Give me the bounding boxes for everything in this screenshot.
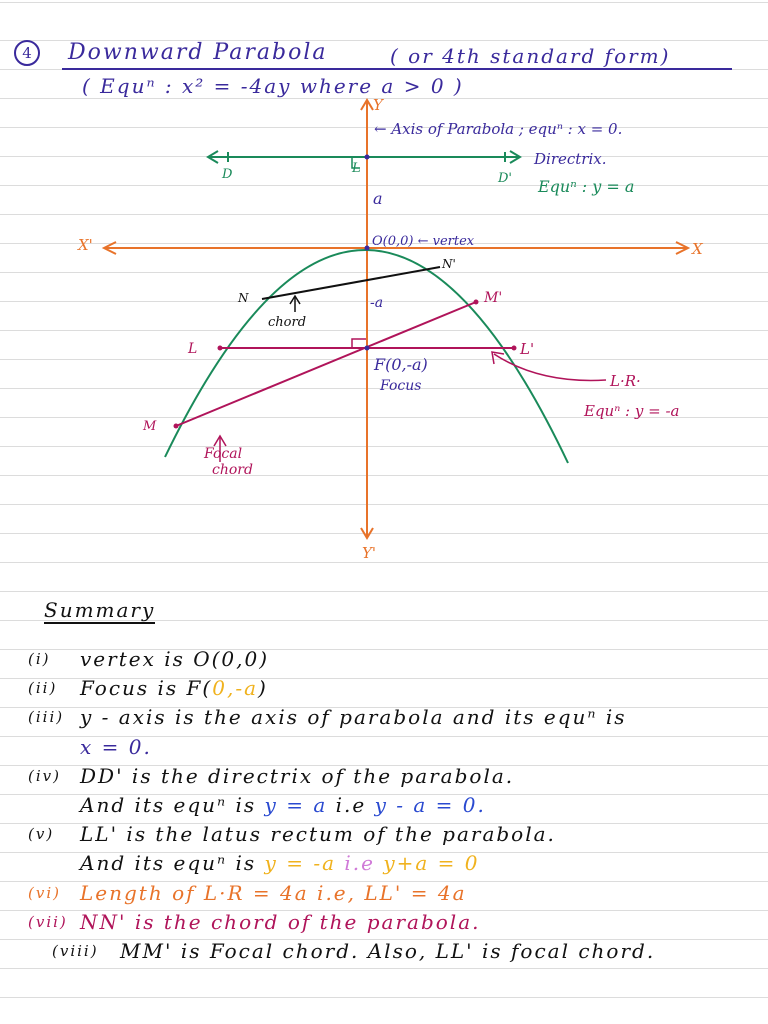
a-label: a bbox=[373, 189, 383, 208]
section-number: 4 bbox=[14, 40, 40, 66]
chord-label: chord bbox=[268, 315, 307, 330]
summary-item bbox=[80, 676, 268, 700]
summary-item-text: DD' is the directrix of the parabola. bbox=[80, 763, 515, 788]
l-right-label: L' bbox=[520, 340, 535, 358]
n-prime-label: N' bbox=[442, 257, 456, 271]
summary-item-text: i.e bbox=[336, 851, 384, 876]
y-axis-label: Y bbox=[373, 96, 383, 114]
summary-item bbox=[80, 881, 467, 905]
n-label: N bbox=[238, 291, 249, 305]
focus-point bbox=[365, 346, 370, 351]
x-prime-label: X' bbox=[78, 236, 93, 254]
focal-chord-label-2: chord bbox=[212, 462, 253, 478]
summary-item-text: Length of L·R = 4a i.e, LL' = 4a bbox=[80, 880, 467, 905]
summary-item-number: (v) bbox=[28, 825, 55, 844]
summary-item-text: NN' is the chord of the parabola. bbox=[80, 909, 481, 934]
summary-item-number: (iv) bbox=[28, 766, 61, 785]
summary-item-number: (iii) bbox=[28, 708, 65, 727]
summary-item bbox=[80, 647, 269, 671]
directrix-foot-point bbox=[365, 155, 370, 160]
summary-item-number: (ii) bbox=[28, 679, 58, 698]
summary-item-text: y - axis is the axis of parabola and its equⁿ is bbox=[80, 705, 627, 730]
parabola-equation: ( Equⁿ : x² = -4ay where a > 0 ) bbox=[82, 74, 464, 98]
point-l-prime bbox=[512, 346, 517, 351]
summary-item-number: (vii) bbox=[28, 912, 68, 931]
summary-item bbox=[80, 793, 486, 817]
summary-item-text: y = -a bbox=[264, 851, 336, 876]
point-m bbox=[174, 424, 179, 429]
summary-item-text: 0,-a bbox=[212, 676, 258, 701]
y-prime-label: Y' bbox=[362, 544, 377, 562]
directrix-label: Directrix. bbox=[534, 150, 607, 168]
l-left-label: L bbox=[188, 341, 198, 357]
summary-item-text: MM' is Focal chord. Also, LL' is focal chord. bbox=[120, 939, 656, 963]
summary-item bbox=[80, 822, 556, 846]
focal-chord-line bbox=[176, 302, 476, 426]
summary-item bbox=[120, 939, 655, 963]
chord-nn-prime bbox=[262, 267, 440, 299]
d-prime-label: D' bbox=[498, 171, 512, 186]
m-prime-label: M' bbox=[484, 290, 503, 306]
lr-label: L·R· bbox=[610, 372, 641, 390]
summary-item bbox=[80, 764, 514, 788]
point-m-prime bbox=[474, 300, 479, 305]
summary-title: Summary bbox=[44, 598, 156, 622]
vertex-label: O(0,0) ← vertex bbox=[372, 234, 475, 249]
summary-item bbox=[80, 851, 480, 875]
summary-item-text: vertex is O(0,0) bbox=[80, 647, 270, 671]
page-subtitle: ( or 4th standard form) bbox=[390, 44, 671, 68]
summary-item bbox=[80, 910, 480, 934]
d-label: D bbox=[222, 167, 233, 182]
point-l bbox=[218, 346, 223, 351]
summary-item-text: ) bbox=[258, 676, 268, 701]
neg-a-label: -a bbox=[370, 295, 384, 311]
page-title: Downward Parabola bbox=[68, 40, 328, 65]
summary-item-number: (vi) bbox=[28, 883, 61, 902]
x-axis-label: X bbox=[692, 240, 703, 258]
summary-item-text: y = a bbox=[264, 793, 328, 817]
summary-item-text: And its equⁿ is bbox=[80, 793, 265, 817]
summary-item bbox=[80, 705, 627, 729]
summary-item-number: (viii) bbox=[52, 942, 99, 960]
directrix-equation: Equⁿ : y = a bbox=[538, 177, 635, 196]
summary-item-text: And its equⁿ is bbox=[80, 851, 265, 876]
focus-coordinate: F(0,-a) bbox=[374, 355, 428, 374]
summary-item-text: i.e bbox=[327, 793, 375, 817]
axis-note: ← Axis of Parabola ; equⁿ : x = 0. bbox=[374, 120, 623, 138]
summary-item-text: LL' is the latus rectum of the parabola. bbox=[80, 822, 556, 847]
m-label: M bbox=[143, 419, 157, 434]
summary-item-text: y+a = 0 bbox=[383, 851, 480, 876]
focal-chord-label-1: Focal bbox=[204, 446, 243, 462]
summary-item-text: y - a = 0. bbox=[374, 793, 486, 817]
lr-pointer-arrow bbox=[492, 352, 504, 364]
focus-label: Focus bbox=[380, 378, 422, 394]
lr-equation: Equⁿ : y = -a bbox=[584, 402, 680, 420]
summary-item-number: (i) bbox=[28, 650, 51, 668]
vertex-point bbox=[365, 246, 370, 251]
summary-item bbox=[80, 735, 152, 759]
summary-item-text: Focus is F( bbox=[80, 676, 213, 701]
summary-item-text: x = 0. bbox=[80, 734, 152, 759]
directrix-foot-label: L bbox=[352, 161, 361, 176]
focus-right-angle bbox=[352, 339, 366, 348]
